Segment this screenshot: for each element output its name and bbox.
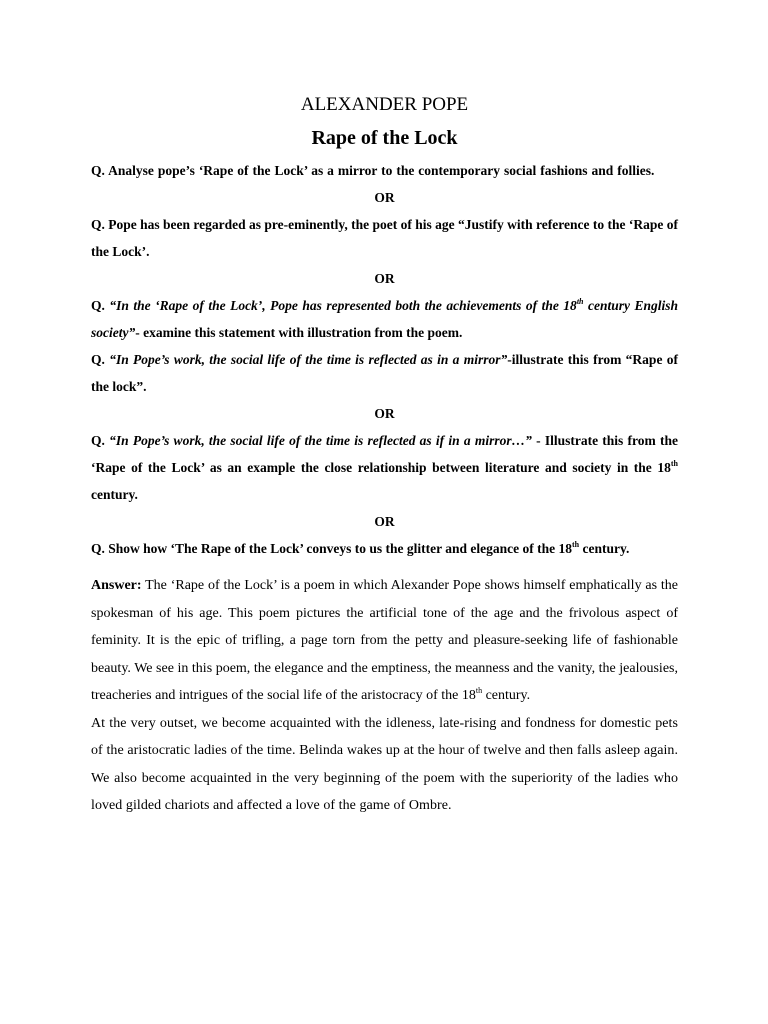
question-rest: -illustrate this from “Rape of the lock”.: [91, 352, 678, 394]
question-rest: - examine this statement with illustration from the poem.: [135, 325, 463, 340]
question-quote: “In the ‘Rape of the Lock’, Pope has represented both the achievements of the 18th century English society”: [91, 297, 678, 340]
answer-paragraph: Answer: The ‘Rape of the Lock’ is a poem in which Alexander Pope shows himself emphatically as the spokesman of his age. This poem pictures the artificial tone of the age and the frivolous aspect of feminity. It is the epic of trifling, a page torn from the petty and pleasure-seeking life of fashionable beauty. We see in this poem, the elegance and the emptiness, the meanness and the vanity, the jealousies, treacheries and intrigues of the social life of the aristocracy of the 18th century.: [91, 578, 678, 703]
superscript: th: [670, 459, 678, 468]
question-rest: - Illustrate this from the ‘Rape of the Lock’ as an example the close relationship between literature and society in the 18: [91, 433, 678, 475]
question-prefix: Q.: [91, 298, 110, 313]
question-1: Q. Analyse pope’s ‘Rape of the Lock’ as a mirror to the contemporary social fashions and follies.: [91, 163, 655, 178]
question-3: [91, 292, 678, 346]
page-title: ALEXANDER POPE: [300, 94, 469, 115]
superscript: th: [571, 540, 580, 549]
or-separator: OR: [374, 406, 395, 421]
or-separator: OR: [374, 271, 395, 286]
question-quote: “In Pope’s work, the social life of the time is reflected as if in a mirror…”: [109, 433, 532, 448]
question-quote: “In Pope’s work, the social life of the time is reflected as in a mirror”: [109, 352, 508, 367]
body-paragraph: At the very outset, we become acquainted with the idleness, late-rising and fondness for domestic pets of the aristocratic ladies of the time. Belinda wakes up at the hour of twelve and then falls asleep again. We also become acquainted in the very beginning of the poem with the superiority of the ladies who loved gilded chariots and affected a love of the game of Ombre.: [91, 715, 678, 813]
superscript: th: [475, 686, 483, 695]
superscript: th: [576, 297, 584, 306]
or-separator: OR: [374, 514, 395, 529]
question-prefix: Q.: [91, 352, 110, 367]
question-5: Q. “In Pope’s work, the social life of the time is reflected as if in a mirror…” - Illustrate this from the ‘Rape of the Lock’ as an example the close relationship between literature and society in the 18th century.: [91, 433, 678, 502]
question-6: Q. Show how ‘The Rape of the Lock’ conveys to us the glitter and elegance of the 18th century.: [91, 540, 630, 556]
question-2: Q. Pope has been regarded as pre-eminently, the poet of his age “Justify with reference to the ‘Rape of the Lock’.: [91, 217, 678, 259]
page-subtitle: Rape of the Lock: [311, 127, 458, 149]
answer-label: Answer:: [91, 578, 142, 593]
question-prefix: Q.: [91, 433, 110, 448]
or-separator: OR: [374, 190, 395, 205]
question-4: [91, 346, 678, 400]
